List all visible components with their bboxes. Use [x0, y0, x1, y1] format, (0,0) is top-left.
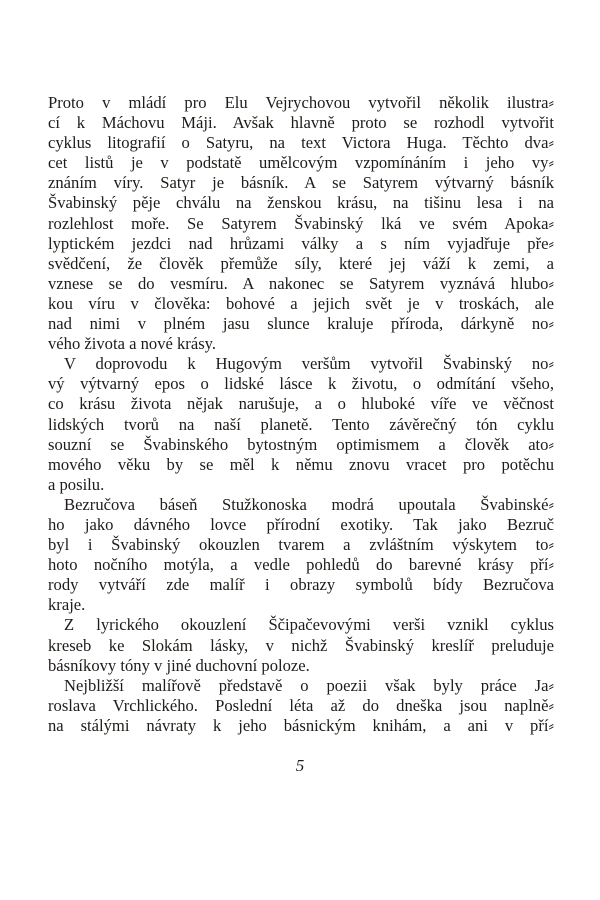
text-line: Švabinský pěje chválu na ženskou krásu, na tišinu lesa i na [48, 193, 554, 213]
text-line: byl i Švabinský okouzlen tvarem a zvláštním výskytem to⸗ [48, 535, 554, 555]
text-line: lidských tvorů na naší planetě. Tento závěrečný tón cyklu [48, 414, 554, 434]
page-number: 5 [295, 756, 305, 775]
text-line: Proto v mládí pro Elu Vejrychovou vytvořil několik ilustra⸗ [48, 93, 554, 112]
text-line: cet listů je v podstatě umělcovým vzpomínáním i jeho vy⸗ [48, 153, 554, 173]
text-line: roslava Vrchlického. Poslední léta až do dneška jsou naplně⸗ [48, 695, 554, 715]
body-text [48, 93, 554, 736]
text-line: na stálými návraty k jeho básnickým knihám, a ani v pří⸗ [48, 715, 554, 735]
text-line: svědčení, že člověk přemůže síly, které jej váží k zemi, a [48, 253, 554, 273]
text-line: lyptickém jezdci nad hrůzami války a s ním vyjadřuje pře⸗ [48, 233, 554, 253]
text-line: hoto nočního motýla, a vedle pohledů do barevné krásy pří⸗ [48, 555, 554, 575]
text-line: cyklus litografií o Satyru, na text Victora Huga. Těchto dva⸗ [48, 133, 554, 153]
text-line: rozlehlost moře. Se Satyrem Švabinský lká ve svém Apoka⸗ [48, 213, 554, 233]
text-line: vznese se do vesmíru. A nakonec se Satyrem vyznává hlubo⸗ [48, 273, 554, 293]
text-line: Bezručova báseň Stužkonoska modrá upoutala Švabinské⸗ [64, 494, 554, 514]
text-line: básníkovy tóny v jiné duchovní poloze. [48, 655, 310, 675]
text-line: Nejbližší malířově představě o poezii však byly práce Ja⸗ [64, 675, 554, 695]
text-line: kreseb ke Slokám lásky, v nichž Švabinský kreslíř preluduje [48, 635, 554, 655]
text-line: vý výtvarný epos o lidské lásce k životu, o odmítání všeho, [48, 374, 554, 394]
text-line: mového věku by se měl k němu znovu vracet pro potěchu [48, 454, 554, 474]
text-line: nad nimi v plném jasu slunce kraluje příroda, dárkyně no⸗ [48, 314, 554, 334]
text-line: cí k Máchovu Máji. Avšak hlavně proto se rozhodl vytvořit [48, 113, 554, 133]
text-line: souzní se Švabinského bytostným optimismem a člověk ato⸗ [48, 434, 554, 454]
text-line: a posilu. [48, 474, 105, 494]
text-line: kraje. [48, 595, 86, 615]
text-line: V doprovodu k Hugovým veršům vytvořil Švabinský no⸗ [64, 354, 554, 374]
text-line: rody vytváří zde malíř i obrazy symbolů bídy Bezručova [48, 575, 554, 595]
text-line: znáním víry. Satyr je básník. A se Satyrem výtvarný básník [48, 173, 554, 193]
text-line: vého života a nové krásy. [48, 334, 217, 354]
text-line: kou víru v člověka: bohové a jejich svět je v troskách, ale [48, 293, 554, 313]
text-line: ho jako dávného lovce přírodní exotiky. Tak jako Bezruč [48, 514, 554, 534]
text-line: co krásu života nějak narušuje, a o hluboké víře ve věčnost [48, 394, 554, 414]
text-line: Z lyrického okouzlení Ščipačevovými verši vznikl cyklus [64, 615, 554, 635]
